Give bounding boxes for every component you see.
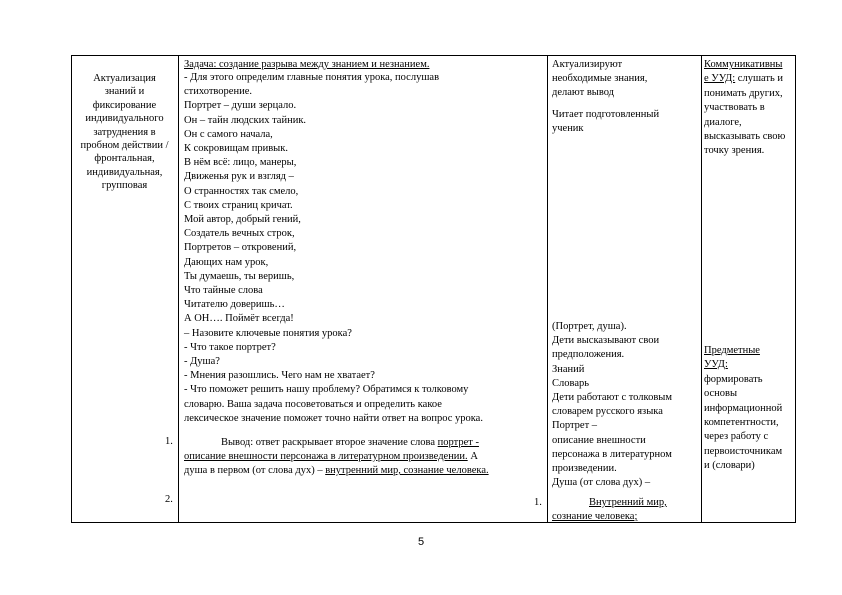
student-actions-bottom	[552, 320, 672, 490]
uud-text: основы	[704, 388, 738, 400]
task-title: Задача: создание разрыва между знанием и незнанием.	[184, 59, 430, 70]
stage-line: Актуализация	[93, 73, 156, 84]
stage-line: фронтальная,	[94, 153, 155, 165]
uud-title: Коммуникативны	[704, 59, 783, 70]
text-line: Знаний	[552, 363, 585, 375]
question-line: - Душа?	[184, 356, 220, 368]
uud-text: и (словари)	[704, 460, 755, 472]
text-line: делают вывод	[552, 87, 615, 99]
stage-line: групповая	[101, 180, 148, 192]
teacher-text	[184, 71, 483, 426]
conclusion-underlined: описание внешности персонажа в литературном произведении.	[184, 451, 468, 462]
subject-uud	[704, 344, 782, 474]
stage-description	[71, 72, 178, 193]
question-line: - Мнения разошлись. Чего нам не хватает?	[184, 370, 375, 382]
poem-line: Портрет – души зерцало.	[184, 100, 297, 112]
uud-title: УУД:	[704, 359, 728, 371]
poem-line: А ОН…. Поймёт всегда!	[184, 313, 294, 325]
uud-title: Предметные	[704, 345, 760, 356]
communicative-uud	[704, 58, 785, 159]
poem-line: Читателю доверишь…	[184, 299, 285, 311]
uud-text: компетентности,	[704, 417, 779, 429]
conclusion-line-1	[221, 436, 479, 449]
poem-line: В нём всё: лицо, манеры,	[184, 157, 297, 169]
conclusion-text: Вывод: ответ раскрывает второе значение слова	[221, 437, 438, 448]
stage-line: индивидуальная,	[86, 166, 163, 178]
uud-text: формировать	[704, 373, 763, 385]
uud-text: точку зрения.	[704, 145, 765, 157]
page-number: 5	[417, 536, 425, 548]
poem-line: О странностях так смело,	[184, 185, 299, 197]
uud-column	[702, 56, 796, 522]
uud-text: диалоге,	[704, 116, 742, 128]
text-line: произведении.	[552, 463, 617, 475]
poem-line: Портретов – откровений,	[184, 242, 297, 254]
stage-line: индивидуального	[85, 113, 164, 125]
poem-line: Дающих нам урок,	[184, 256, 269, 268]
text-line: Душа (от слова дух) –	[552, 477, 651, 489]
list-number-3: 1.	[534, 497, 542, 508]
lesson-table	[71, 55, 796, 523]
poem-line: С твоих страниц кричат.	[184, 199, 293, 211]
underlined-text: сознание человека	[552, 511, 635, 522]
poem-line: Создатель вечных строк,	[184, 228, 295, 240]
text-line: словарем русского языка	[552, 406, 663, 418]
conclusion-text: А	[467, 451, 478, 462]
uud-text: понимать других,	[704, 87, 783, 99]
stage-column	[71, 56, 178, 522]
text-line: Читает подготовленный	[552, 109, 660, 120]
text-line: Дети работают с толковым	[552, 392, 673, 404]
text-line: Словарь	[552, 377, 590, 389]
poem-line: К сокровищам привык.	[184, 143, 288, 155]
text-line: предположения.	[552, 349, 625, 361]
text-line: ученик	[552, 123, 584, 135]
underlined-text: ;	[634, 511, 638, 522]
text-line: необходимые знания,	[552, 73, 648, 85]
stage-line: фиксирование	[92, 99, 157, 111]
list-number-1: 1.	[165, 436, 173, 447]
uud-text: высказывать свою	[704, 131, 786, 143]
poem-line: Он – тайн людских тайник.	[184, 114, 307, 126]
teacher-activity-column	[179, 56, 547, 522]
conclusion-underlined: внутренний мир, сознание человека.	[325, 465, 489, 476]
uud-text: первоисточникам	[704, 445, 783, 457]
poem-line: Мой автор, добрый гений,	[184, 214, 301, 226]
conclusion-underlined: портрет -	[437, 437, 479, 448]
text-line: описание внешности	[552, 434, 646, 446]
stage-line: пробном действии /	[80, 140, 169, 152]
text-line: Портрет –	[552, 420, 598, 432]
uud-text: информационной	[704, 402, 783, 414]
student-actions-top	[552, 58, 647, 101]
student-activity-column	[534, 56, 701, 522]
poem-line: Ты думаешь, ты веришь,	[184, 270, 295, 282]
stage-line: знаний и	[104, 86, 145, 98]
uud-text: через работу с	[704, 431, 769, 443]
student-reading	[552, 108, 659, 136]
text-line: словарю. Ваша задача посоветоваться и определить какое	[184, 398, 442, 410]
uud-title: е УУД:	[704, 73, 736, 85]
question-line: - Что такое портрет?	[184, 341, 276, 353]
text-line: лексическое значение поможет точно найти ответ на вопрос урока.	[184, 412, 483, 424]
text-line: Дети высказывают свои	[552, 335, 660, 347]
uud-text: слушать и	[735, 73, 784, 85]
list-number-2: 2.	[165, 494, 173, 505]
uud-text: участвовать в	[704, 102, 765, 114]
text-line: стихотворение.	[184, 86, 252, 98]
question-line: - Что поможет решить нашу проблему? Обратимся к толковому	[184, 384, 469, 396]
text-line: Актуализируют	[552, 59, 623, 70]
text-line: (Портрет, душа).	[552, 321, 627, 332]
text-line: - Для этого определим главные понятия урока, послушав	[184, 72, 440, 83]
stage-line: затруднения в	[93, 126, 156, 138]
poem-line: Он с самого начала,	[184, 128, 273, 140]
poem-line: Что тайные слова	[184, 285, 263, 297]
inner-world-line-2	[552, 510, 637, 523]
text-line: персонажа в литературном	[552, 448, 672, 460]
poem-line: Движенья рук и взгляд –	[184, 171, 294, 183]
conclusion-text: душа в первом (от слова дух) –	[184, 465, 326, 476]
conclusion-line-2	[184, 450, 478, 463]
question-line: – Назовите ключевые понятия урока?	[184, 327, 352, 339]
inner-world-line-1: Внутренний мир,	[589, 497, 667, 508]
conclusion-line-3	[184, 464, 489, 477]
